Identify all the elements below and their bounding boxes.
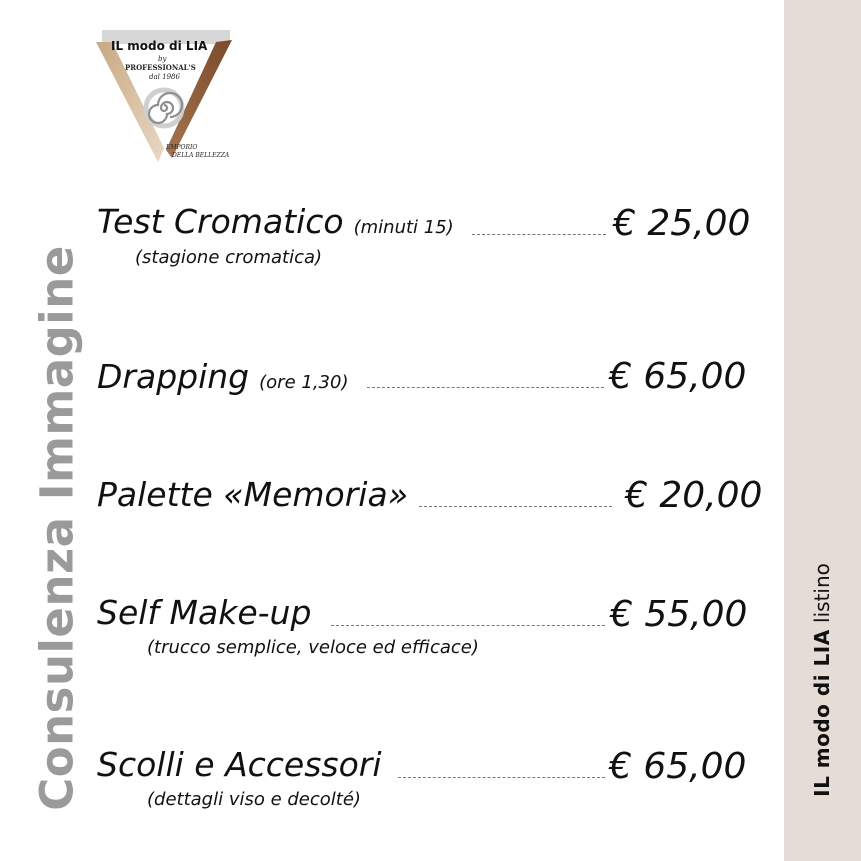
logo-emporio: EMPORIO: [166, 144, 198, 151]
item-subtitle: (trucco semplice, veloce ed efficace): [147, 637, 479, 658]
item-subtitle: (dettagli viso e decolté): [147, 789, 361, 810]
logo-title: IL modo di LIA: [111, 39, 208, 53]
logo-bellezza: DELLA BELLEZZA: [172, 152, 230, 159]
item-name-text: Drapping: [97, 357, 250, 396]
item-price: € 65,00: [609, 746, 747, 787]
item-price: € 55,00: [610, 594, 748, 635]
item-duration: (ore 1,30): [259, 372, 349, 393]
item-price: € 25,00: [613, 203, 751, 244]
dotted-leader: [398, 777, 605, 778]
item-price: € 65,00: [609, 356, 747, 397]
sidebar-label: [810, 563, 834, 797]
item-name: Scolli e Accessori: [97, 745, 382, 784]
logo-professionals: PROFESSIONAL'S: [125, 63, 196, 72]
dotted-leader: [367, 387, 604, 388]
item-name: Self Make-up: [97, 593, 312, 632]
item-duration: (minuti 15): [353, 217, 454, 238]
item-name-text: Test Cromatico: [97, 202, 344, 241]
dotted-leader: [419, 506, 612, 507]
item-price: € 20,00: [625, 475, 763, 516]
brand-logo: [92, 28, 242, 168]
item-name: [97, 202, 454, 241]
item-name: [97, 357, 349, 396]
dotted-leader: [331, 625, 605, 626]
sidebar-listino: listino: [810, 563, 834, 623]
logo-since: dal 1986: [149, 73, 180, 81]
item-name: Palette «Memoria»: [97, 475, 409, 514]
dotted-leader: [472, 234, 606, 235]
section-title: Consulenza Immagine: [30, 245, 84, 811]
sidebar-brand: IL modo di LIA: [810, 629, 834, 797]
logo-by: by: [158, 55, 167, 63]
item-subtitle: (stagione cromatica): [135, 247, 323, 268]
